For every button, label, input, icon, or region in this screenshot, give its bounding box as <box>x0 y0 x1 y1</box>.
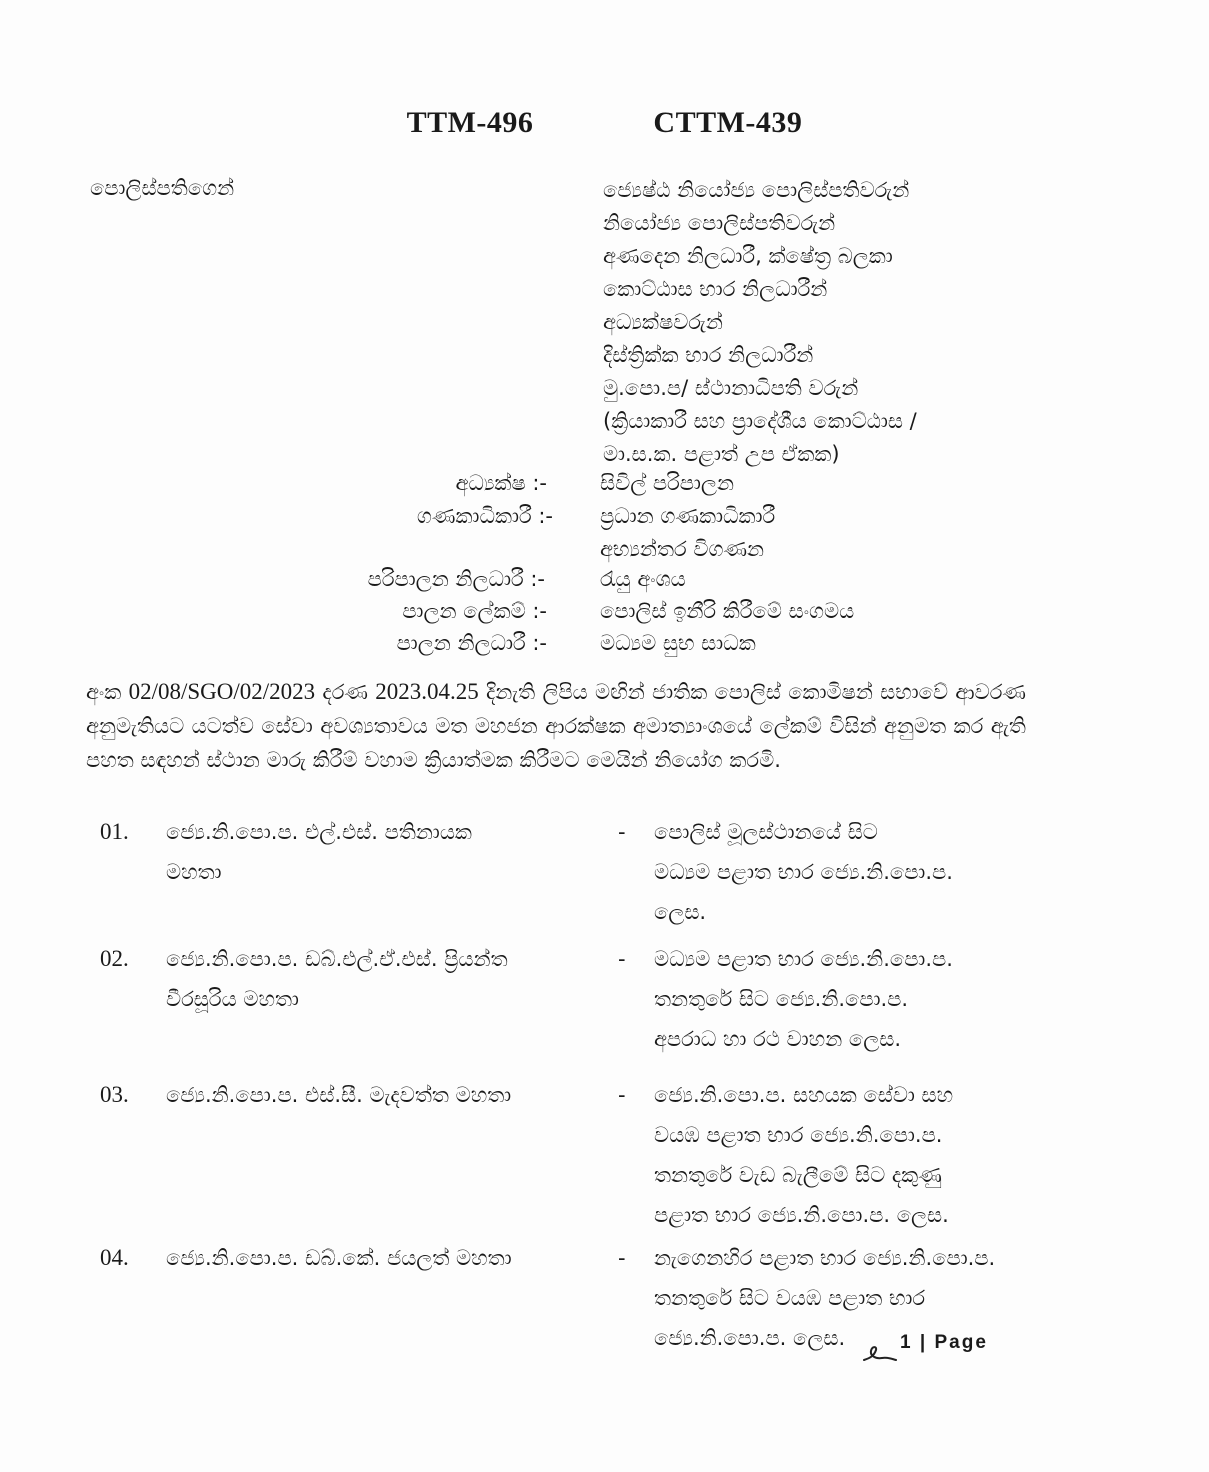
order-paragraph <box>86 675 1026 777</box>
addressee-line: මා.ස.ක. පළාත් උප ඒකක) <box>603 442 840 466</box>
item-dash: - <box>618 1083 626 1107</box>
addressee-line: අභ්‍යන්තර විගණන <box>600 537 765 561</box>
addressee-label: ගණකාධිකාරී :- <box>416 504 553 528</box>
addressee-line: අධ්‍යක්ෂවරුන් <box>603 310 723 334</box>
order-text: දිනැති ලිපිය මඟින් ජාතික පොලිස් කොමිෂන් සභාවේ ආවරණ අනුමැතියට යටත්ව සේවා අවශ්‍යතාවය මත මහජන ආරක්ෂක අමාත්‍යාංශයේ ලේකම් විසින් අනුමත කර ඇති පහත සඳහන් ස්ථාන මාරු කිරීම් වහාම ක්‍රියාත්මක කිරීමට මෙයින් නියෝග කරමි. <box>86 680 1026 772</box>
addressee-line: පොලිස් ඉනීරි කිරීමේ සංගමය <box>600 599 855 623</box>
officer-name: ජ්‍යෙ.නි.පො.ප. එල්.එස්. පතිනායක මහතා <box>166 820 472 884</box>
addressee-line: ප්‍රධාන ගණකාධිකාරී <box>600 504 776 528</box>
addressee-line: අණදෙන නිලධාරී, ක්ෂේත්‍ර බලකා <box>603 244 893 268</box>
addressee-line: සිවිල් පරිපාලන <box>600 471 734 495</box>
item-number: 01. <box>100 819 129 844</box>
transfer-destination: පොලිස් මූලස්ථානයේ සිට මධ්‍යම පළාත භාර ජ්‍යෙ.නි.පො.ප. ලෙස. <box>654 820 953 924</box>
addressee-line: නියෝජ්‍ය පොලිස්පතිවරුන් <box>603 211 836 235</box>
addressee-line: රැයු අංශය <box>600 567 686 591</box>
addressee-line: මු.පො.ප/ ස්ථානාධිපති වරුන් <box>603 376 859 400</box>
addressee-line: කොට්ඨාස භාර නිලධාරීන් <box>603 277 828 301</box>
officer-name: ජ්‍යෙ.නි.පො.ප. එස්.සී. මැදවත්ත මහතා <box>166 1083 512 1107</box>
reference-number: 02/08/SGO/02/2023 <box>128 679 316 704</box>
letter-date: 2023.04.25 <box>375 679 479 704</box>
transfer-destination: ජ්‍යෙ.නි.පො.ප. සහයක සේවා සහ වයඹ පළාත භාර ජ්‍යෙ.නි.පො.ප. තනතුරේ වැඩ බැලීමේ සිට දකුණු පළාත භාර ජ්‍යෙ.නි.පො.ප. ලෙස. <box>654 1083 954 1227</box>
addressee-line: මධ්‍යම සුභ සාධක <box>600 631 756 655</box>
dated-word: දරණ <box>322 680 368 704</box>
sender: පොලිස්පතිගෙන් <box>90 176 235 200</box>
ttm-reference: TTM-496 <box>406 106 534 139</box>
addressee-line: දිස්ත්‍රික්ක භාර නිලධාරීන් <box>603 343 814 367</box>
addressee-label: අධ්‍යක්ෂ :- <box>455 471 547 495</box>
addressee-label: පාලන නිලධාරී :- <box>396 631 547 655</box>
item-number: 03. <box>100 1082 129 1107</box>
transfer-destination: මධ්‍යම පළාත භාර ජ්‍යෙ.නි.පො.ප. තනතුරේ සිට ජ්‍යෙ.නි.පො.ප. අපරාධ හා රථ වාහන ලෙස. <box>654 947 953 1051</box>
addressee-label: පාලන ලේකම් :- <box>402 599 547 623</box>
transfer-destination: නැගෙනහිර පළාත භාර ජ්‍යෙ.නි.පො.ප. තනතුරේ සිට වයඹ පළාත භාර ජ්‍යෙ.නි.පො.ප. ලෙස. <box>654 1246 996 1350</box>
item-dash: - <box>618 947 626 971</box>
page-word: Page <box>934 1332 988 1353</box>
officer-name: ජ්‍යෙ.නි.පො.ප. ඩබ්.එල්.ඒ.එස්. ප්‍රියන්ත වීරසූරිය මහතා <box>166 947 508 1011</box>
officer-name: ජ්‍යෙ.නි.පො.ප. ඩබ්.කේ. ජයලත් මහතා <box>166 1246 512 1270</box>
cttm-reference: CTTM-439 <box>653 106 803 139</box>
item-number: 04. <box>100 1245 129 1270</box>
reference-prefix: අංක <box>86 680 122 704</box>
addressee-label: පරිපාලන නිලධාරී :- <box>367 567 545 591</box>
item-dash: - <box>618 1246 626 1270</box>
page-number: 1 <box>900 1332 913 1353</box>
page-number-footer <box>900 1332 988 1354</box>
document-reference-header <box>0 106 1209 140</box>
item-dash: - <box>618 820 626 844</box>
item-number: 02. <box>100 946 129 971</box>
signature-initial <box>862 1342 898 1368</box>
addressee-line: ජ්‍යෙෂ්ඨ නියෝජ්‍ය පොලිස්පතිවරුන් <box>603 178 910 202</box>
addressee-line: (ක්‍රියාකාරී සහ ප්‍රාදේශීය කොට්ඨාස / <box>603 409 917 433</box>
page-separator: | <box>919 1332 928 1353</box>
